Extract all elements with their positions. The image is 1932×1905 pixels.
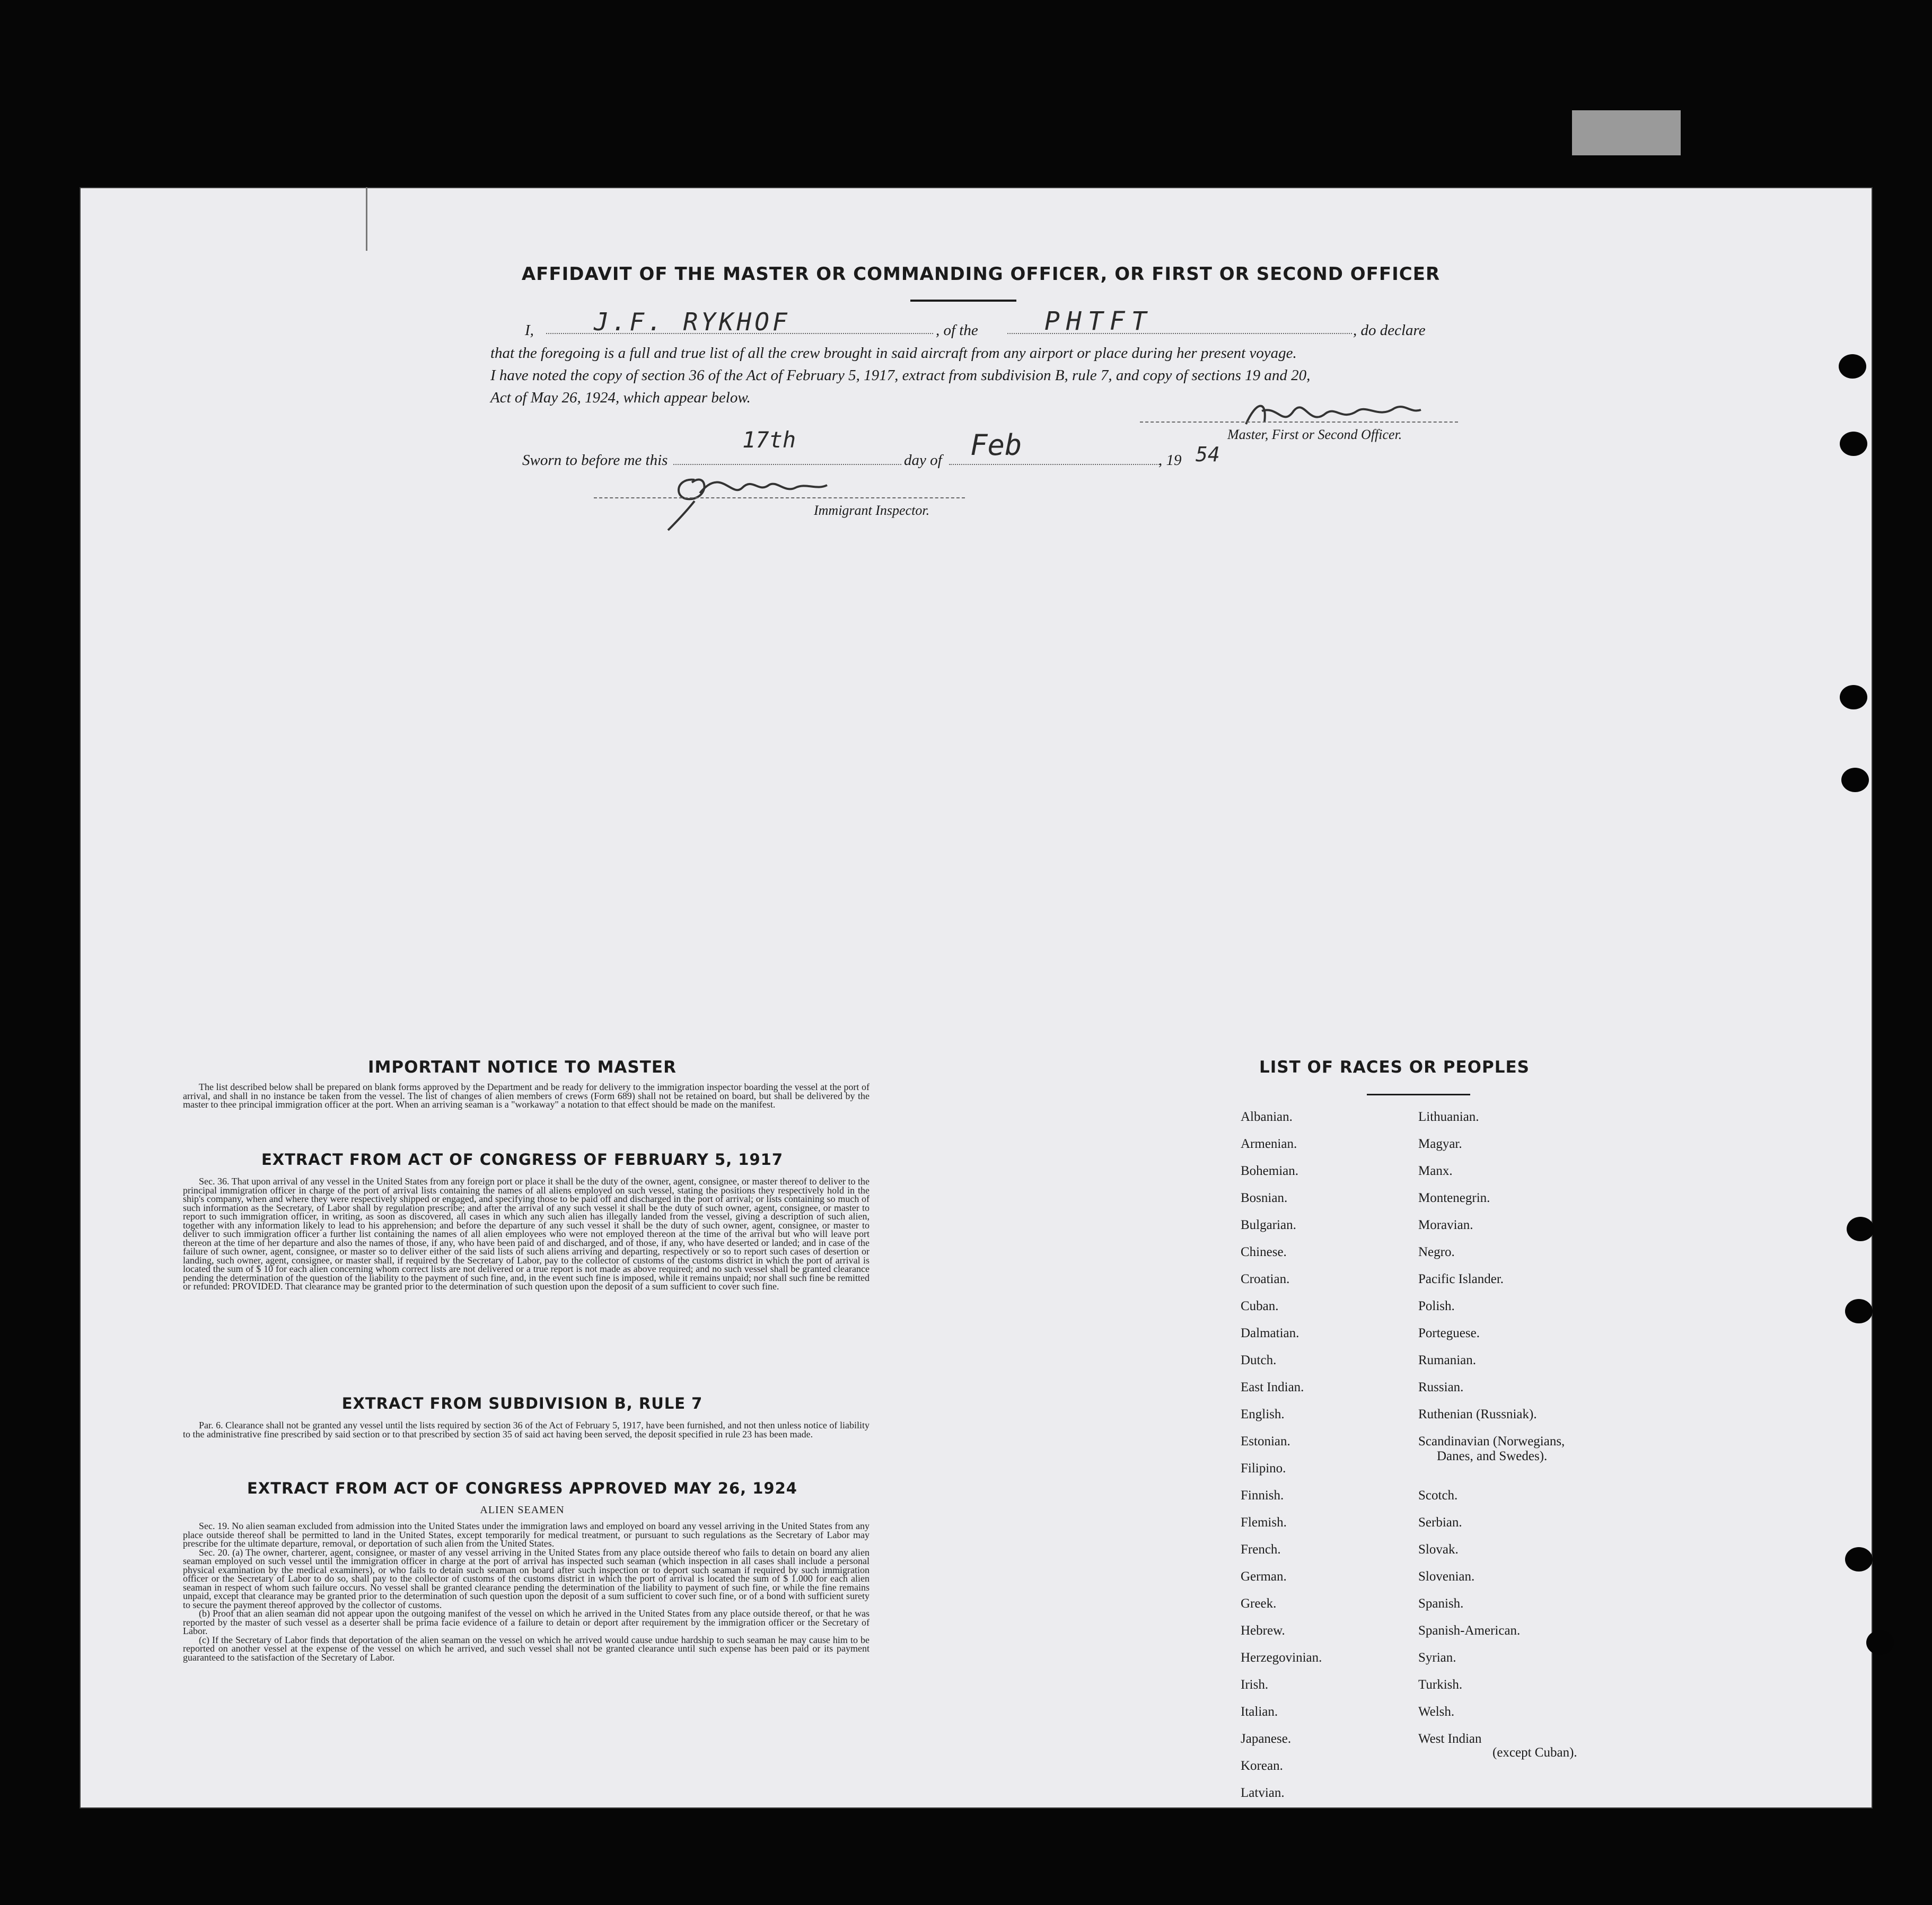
race-item: Bosnian. — [1241, 1191, 1288, 1205]
race-item: Japanese. — [1241, 1732, 1292, 1746]
race-item: Ruthenian (Russniak). — [1418, 1407, 1537, 1421]
race-item: Flemish. — [1241, 1515, 1287, 1530]
race-item: Latvian. — [1241, 1786, 1285, 1800]
aircraft-handwritten: PHTFT — [1044, 306, 1153, 336]
races-title: LIST OF RACES OR PEOPLES — [1259, 1058, 1530, 1077]
paper-tear — [366, 187, 377, 251]
inspector-label: Immigrant Inspector. — [814, 503, 930, 518]
race-item: Herzegovinian. — [1241, 1651, 1322, 1665]
rule7-paragraph: Par. 6. Clearance shall not be granted any vessel until the lists required by section 36 of the Act of February 5, 1917, have been furnished, and not then unless notice of liability to the administrative fine prescribed by said section or to that prescribed by section 35 of said act having been served, the deposit specified in rule 23 has been made. — [183, 1420, 870, 1439]
race-item: Italian. — [1241, 1705, 1278, 1719]
rule7-title: EXTRACT FROM SUBDIVISION B, RULE 7 — [341, 1394, 703, 1412]
race-item: Scotch. — [1418, 1488, 1458, 1503]
affidavit-line-4: Act of May 26, 1924, which appear below. — [490, 389, 751, 406]
sec19-paragraph: Sec. 19. No alien seaman excluded from admission into the United States under the immigration laws and employed on board any vessel arriving in the United States from any place outside thereof shall be permitted to land in the United States, except temporarily for medical treatment, or pursuant to such regulations as the Secretary of Labor may prescribe for the ultimate departure, removal, or deportation of such alien from the United States. — [183, 1521, 870, 1549]
day-of-label: day of — [904, 452, 942, 469]
race-item: Chinese. — [1241, 1245, 1287, 1259]
affidavit-of-the-label: , of the — [936, 322, 978, 339]
race-item: Spanish. — [1418, 1596, 1464, 1611]
race-item: Magyar. — [1418, 1137, 1462, 1151]
race-item: Dutch. — [1241, 1353, 1277, 1367]
race-item: Cuban. — [1241, 1299, 1279, 1313]
do-declare-label: , do declare — [1353, 322, 1426, 339]
sec20a-paragraph: Sec. 20. (a) The owner, charterer, agent, consignee, or master of any vessel arriving in the United States from any place outside thereof who fails to detain on board any alien seaman employed on such vessel until the immigration officer in charge at the port of arrival has inspected such seaman (which inspection in all cases shall include a personal physical examination by the medical examiners), or who fails to detain such seaman on board after such inspection or to deport such seaman if required by such immigration officer or the Secretary of Labor to do so, shall pay to the collector of customs of the customs district in which the port of arrival is located the sum of $ 1.000 for each alien seaman in respect of whom such failure occurs. No vessel shall be granted clearance pending the determination of the liability to payment of such fine, or while the fine remains unpaid, except that clearance may be granted prior to the determination of such question upon the deposit of a sum sufficient to cover such fine, or of a bond with sufficient surety to secure the payment thereof approved by the collector of customs. — [183, 1547, 870, 1610]
race-item: Danes, and Swedes). — [1437, 1449, 1548, 1463]
month-fill-line — [949, 464, 1161, 465]
year-handwritten: 54 — [1196, 443, 1220, 466]
race-item: Manx. — [1418, 1164, 1453, 1178]
extract-1917-title: EXTRACT FROM ACT OF CONGRESS OF FEBRUARY 5, 1917 — [261, 1151, 784, 1169]
race-item: Armenian. — [1241, 1137, 1297, 1151]
punch-hole — [1841, 768, 1869, 792]
notice-paragraph: The list described below shall be prepared on blank forms approved by the Department and be ready for delivery to the immigration inspector boarding the vessel at the port of arrival, and shall in no instance be taken from the vessel. The list of changes of alien members of crews (Form 689) shall not be retained on board, but shall be delivered by the master to thee principal immigration officer at the port. When an arriving seaman is a "workaway" a notation to that effect should be made on the manifest. — [183, 1082, 870, 1110]
punch-hole — [1845, 1299, 1873, 1323]
race-item: Syrian. — [1418, 1651, 1456, 1665]
race-item: Negro. — [1418, 1245, 1455, 1259]
affidavit-title: AFFIDAVIT OF THE MASTER OR COMMANDING OFFICER, OR FIRST OR SECOND OFFICER — [521, 264, 1441, 285]
rule7-text — [183, 1421, 870, 1438]
race-item: Dalmatian. — [1241, 1326, 1299, 1340]
race-item: Rumanian. — [1418, 1353, 1477, 1367]
master-label: Master, First or Second Officer. — [1227, 427, 1402, 442]
paper-tab-scrap — [1572, 110, 1681, 155]
race-item: East Indian. — [1241, 1380, 1304, 1394]
extract-1917-text — [183, 1177, 870, 1291]
race-item: Hebrew. — [1241, 1623, 1285, 1638]
race-item: French. — [1241, 1542, 1281, 1557]
inspector-signature — [663, 456, 854, 535]
alien-seamen-subtitle: ALIEN SEAMEN — [480, 1504, 565, 1516]
month-handwritten: Feb — [970, 428, 1022, 462]
race-item: Spanish-American. — [1418, 1623, 1521, 1638]
race-item: Scandinavian (Norwegians, — [1418, 1434, 1565, 1448]
punch-hole — [1845, 1547, 1873, 1572]
race-item: Polish. — [1418, 1299, 1455, 1313]
extract-1917-paragraph: Sec. 36. That upon arrival of any vessel in the United States from any foreign port or place it shall be the duty of the owner, agent, consignee, or master thereof to deliver to the principal immigration officer in charge of the port of arrival lists containing the names of all aliens employed on such vessel, stating the positions they respectively hold in the ship's company, when and where they were respectively shipped or engaged, and specifying those to be paid off and discharged in the port of arrival; or lists containing so much of such information as the Secretary, of Labor shall by regulation prescribe; and after the arrival of any such vessel it shall be the duty of such owner, agent, consignee, or master to report to such immigration officer, in writing, as soon as discovered, all cases in which any such alien has illegally landed from the vessel, giving a description of such alien, together with any information likely to lead to his apprehension; and before the departure of any such vessel it shall be the duty of such owner, agent, consignee, or master to deliver to such immigration officer a further list containing the names of all alien employees who were not employed thereon at the time of the arrival but who will leave port thereon at the time of her departure and also the names of those, if any, who have been paid of and discharged, and of those, if any, who have deserted or landed; and in case of the failure of such owner, agent, consignee, or master so to deliver either of the said lists of such aliens arriving and departing, respectively or so to report such cases of desertion or landing, such owner, agent, consignee, or master shall, if required by the Secretary of Labor, pay to the collector of customs of the customs district in which the port of arrival is located the sum of $ 10 for each alien concerning whom correct lists are not delivered or a true report is not made as above required; and no such vessel shall be granted clearance pending the determination of the question of the liability to the payment of such fine, and, in the event such fine is imposed, while it remains unpaid; nor shall such fine be remitted or refunded: PROVIDED. That clearance may be granted prior to the determination of such question upon the deposit of a sum sufficient to cover such fine. — [183, 1176, 870, 1292]
notice-text — [183, 1083, 870, 1109]
race-item: Albanian. — [1241, 1110, 1293, 1124]
master-name-handwritten: J.F. RYKHOF — [594, 308, 791, 336]
punch-hole — [1840, 685, 1867, 709]
extract-1924-text — [183, 1522, 870, 1662]
race-item: Greek. — [1241, 1596, 1277, 1611]
punch-hole — [1839, 354, 1866, 379]
race-item: Moravian. — [1418, 1218, 1473, 1232]
race-item: Lithuanian. — [1418, 1110, 1479, 1124]
sec20b-paragraph: (b) Proof that an alien seaman did not appear upon the outgoing manifest of the vessel on which he arrived in the United States from any place outside thereof, or that he was reported by the master of such vessel as a deserter shall be prima facie evidence of a failure to detain or deport after requirement by the immigration officer or the Secretary of Labor. — [183, 1608, 870, 1636]
day-handwritten: 17th — [742, 427, 796, 453]
master-signature-line — [1140, 422, 1458, 423]
race-item: Estonian. — [1241, 1434, 1290, 1448]
year-prefix-label: , 19 — [1158, 452, 1182, 469]
race-item: Bohemian. — [1241, 1164, 1299, 1178]
race-item: Korean. — [1241, 1759, 1283, 1773]
sworn-label: Sworn to before me this — [522, 452, 668, 469]
race-item: Croatian. — [1241, 1272, 1290, 1286]
race-item: (except Cuban). — [1492, 1745, 1577, 1760]
race-item: Russian. — [1418, 1380, 1464, 1394]
race-item: Turkish. — [1418, 1678, 1463, 1692]
race-item: Slovenian. — [1418, 1569, 1475, 1584]
affidavit-i-label: I, — [525, 322, 534, 339]
punch-hole — [1840, 432, 1867, 456]
race-item: Welsh. — [1418, 1705, 1455, 1719]
race-item: Filipino. — [1241, 1461, 1286, 1476]
race-item: Bulgarian. — [1241, 1218, 1296, 1232]
race-item: Montenegrin. — [1418, 1191, 1490, 1205]
race-item: Irish. — [1241, 1678, 1269, 1692]
punch-hole — [1847, 1217, 1874, 1241]
inspector-signature-line — [594, 497, 965, 498]
notice-title: IMPORTANT NOTICE TO MASTER — [368, 1058, 677, 1077]
punch-hole — [1866, 1630, 1894, 1655]
affidavit-line-3: I have noted the copy of section 36 of the Act of February 5, 1917, extract from subdivision B, rule 7, and copy of sections 19 and 20, — [490, 367, 1311, 384]
sec20c-paragraph: (c) If the Secretary of Labor finds that deportation of the alien seaman on the vessel on which he arrived would cause undue hardship to such seaman he may cause him to be reported on another vessel at the expense of the vessel on which he arrived, and such vessel shall not be granted clearance until such expense has been paid or its payment guaranteed to the satisfaction of the Secretary of Labor. — [183, 1634, 870, 1663]
extract-1924-title: EXTRACT FROM ACT OF CONGRESS APPROVED MAY 26, 1924 — [247, 1479, 797, 1497]
race-item: English. — [1241, 1407, 1285, 1421]
race-item: German. — [1241, 1569, 1287, 1584]
race-item: Serbian. — [1418, 1515, 1462, 1530]
race-item: Finnish. — [1241, 1488, 1284, 1503]
title-underline — [910, 300, 1016, 302]
race-item: Slovak. — [1418, 1542, 1459, 1557]
affidavit-line-2: that the foregoing is a full and true list of all the crew brought in said aircraft from any airport or place during her present voyage. — [490, 345, 1297, 362]
race-item: West Indian — [1418, 1732, 1482, 1746]
race-item: Pacific Islander. — [1418, 1272, 1504, 1286]
races-title-underline — [1367, 1094, 1470, 1095]
race-item: Porteguese. — [1418, 1326, 1480, 1340]
